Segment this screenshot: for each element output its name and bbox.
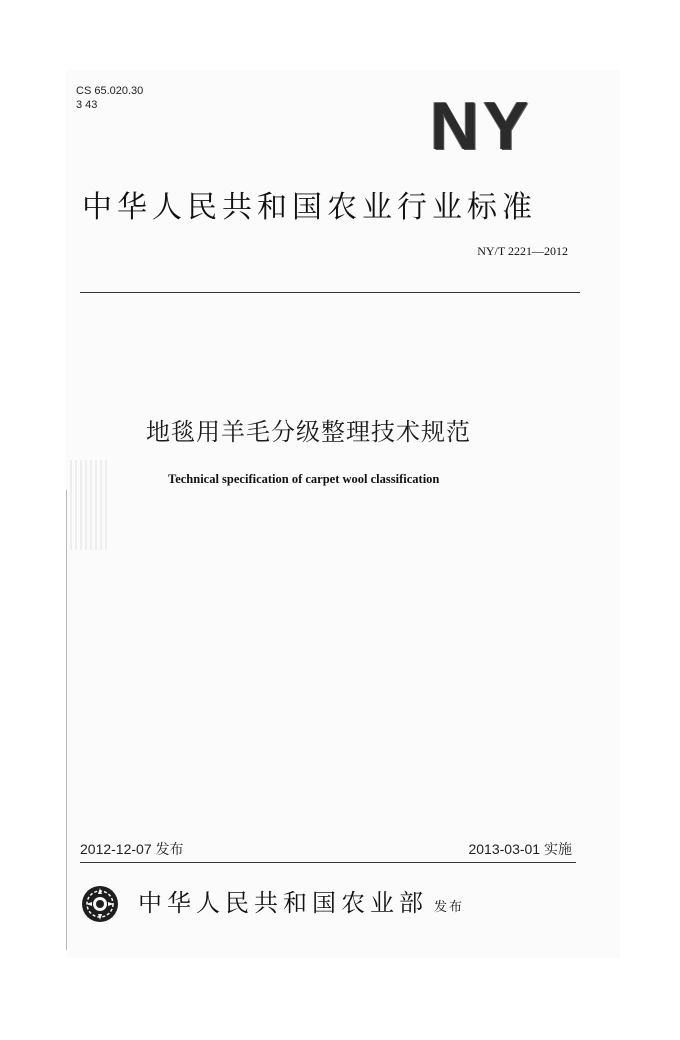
- scan-edge: [66, 490, 67, 950]
- document-title-english: Technical specification of carpet wool classification: [168, 472, 440, 486]
- document-title-chinese: 地毯用羊毛分级整理技术规范: [146, 418, 471, 446]
- publisher-suffix: 发布: [434, 900, 465, 915]
- ccs-code: 3 43: [76, 99, 98, 111]
- ny-logo: NY: [430, 88, 533, 164]
- top-divider: [80, 292, 580, 293]
- scan-noise: [70, 460, 110, 550]
- ministry-emblem-icon: [80, 882, 120, 926]
- implementation-date: 2013-03-01 实施: [468, 841, 572, 857]
- standard-type-heading: 中华人民共和国农业行业标准: [82, 190, 537, 225]
- publisher-name: 中华人民共和国农业部: [138, 889, 428, 917]
- issue-date: 2012-12-07 发布: [80, 841, 184, 857]
- ics-code: CS 65.020.30: [76, 85, 144, 97]
- bottom-divider: [80, 862, 576, 863]
- standard-number: NY/T 2221—2012: [477, 244, 568, 258]
- publisher: [138, 886, 558, 925]
- classification-codes: [76, 84, 143, 112]
